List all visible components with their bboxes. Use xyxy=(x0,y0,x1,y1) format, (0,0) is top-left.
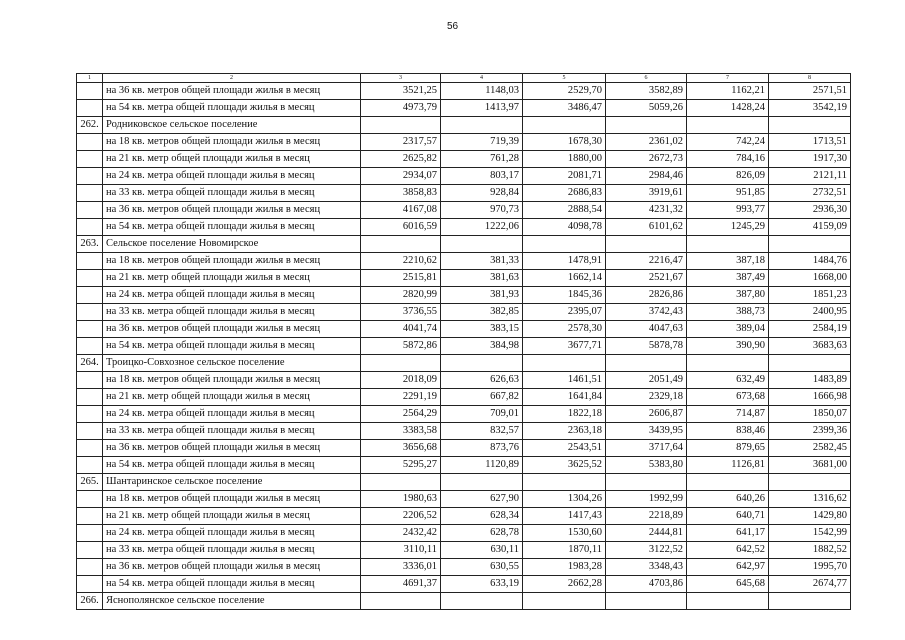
value-cell-col5: 1983,28 xyxy=(523,559,606,576)
value-cell-col5: 1870,11 xyxy=(523,542,606,559)
empty-cell xyxy=(606,474,687,491)
value-cell-col3: 3736,55 xyxy=(361,304,441,321)
section-title: Троицко-Совхозное сельское поселение xyxy=(103,355,361,372)
value-cell-col6: 2329,18 xyxy=(606,389,687,406)
row-label: на 36 кв. метров общей площади жилья в месяц xyxy=(103,83,361,100)
row-label: на 54 кв. метра общей площади жилья в месяц xyxy=(103,100,361,117)
value-cell-col6: 2361,02 xyxy=(606,134,687,151)
empty-cell xyxy=(441,355,523,372)
value-cell-col3: 2291,19 xyxy=(361,389,441,406)
row-index xyxy=(77,525,103,542)
empty-cell xyxy=(769,355,851,372)
value-cell-col3: 2820,99 xyxy=(361,287,441,304)
value-cell-col8: 2674,77 xyxy=(769,576,851,593)
table-row xyxy=(77,542,851,559)
value-cell-col5: 1845,36 xyxy=(523,287,606,304)
value-cell-col4: 1413,97 xyxy=(441,100,523,117)
row-index xyxy=(77,219,103,236)
empty-cell xyxy=(523,236,606,253)
value-cell-col5: 1641,84 xyxy=(523,389,606,406)
empty-cell xyxy=(687,117,769,134)
table-row xyxy=(77,576,851,593)
value-cell-col3: 2206,52 xyxy=(361,508,441,525)
row-index xyxy=(77,304,103,321)
value-cell-col6: 3742,43 xyxy=(606,304,687,321)
row-label: на 36 кв. метров общей площади жилья в месяц xyxy=(103,440,361,457)
value-cell-col5: 1417,43 xyxy=(523,508,606,525)
row-index xyxy=(77,83,103,100)
value-cell-col5: 3625,52 xyxy=(523,457,606,474)
value-cell-col5: 3486,47 xyxy=(523,100,606,117)
value-cell-col7: 1126,81 xyxy=(687,457,769,474)
value-cell-col4: 627,90 xyxy=(441,491,523,508)
value-cell-col5: 1478,91 xyxy=(523,253,606,270)
row-label: на 21 кв. метр общей площади жилья в месяц xyxy=(103,508,361,525)
value-cell-col4: 928,84 xyxy=(441,185,523,202)
row-label: на 18 кв. метров общей площади жилья в месяц xyxy=(103,134,361,151)
value-cell-col8: 1542,99 xyxy=(769,525,851,542)
table-row xyxy=(77,406,851,423)
empty-cell xyxy=(441,474,523,491)
value-cell-col4: 803,17 xyxy=(441,168,523,185)
value-cell-col7: 641,17 xyxy=(687,525,769,542)
value-cell-col6: 2826,86 xyxy=(606,287,687,304)
row-index xyxy=(77,321,103,338)
empty-cell xyxy=(361,355,441,372)
table-row xyxy=(77,338,851,355)
value-cell-col6: 2606,87 xyxy=(606,406,687,423)
empty-cell xyxy=(687,236,769,253)
value-cell-col6: 3582,89 xyxy=(606,83,687,100)
value-cell-col7: 642,52 xyxy=(687,542,769,559)
value-cell-col4: 381,63 xyxy=(441,270,523,287)
value-cell-col8: 1484,76 xyxy=(769,253,851,270)
column-number: 2 xyxy=(103,74,361,83)
value-cell-col3: 2018,09 xyxy=(361,372,441,389)
row-label: на 54 кв. метра общей площади жилья в месяц xyxy=(103,219,361,236)
table-row xyxy=(77,508,851,525)
row-label: на 54 кв. метра общей площади жилья в месяц xyxy=(103,457,361,474)
value-cell-col7: 642,97 xyxy=(687,559,769,576)
value-cell-col8: 3542,19 xyxy=(769,100,851,117)
row-index xyxy=(77,372,103,389)
row-label: на 54 кв. метра общей площади жилья в месяц xyxy=(103,338,361,355)
empty-cell xyxy=(687,355,769,372)
row-label: на 36 кв. метров общей площади жилья в месяц xyxy=(103,321,361,338)
value-cell-col5: 1530,60 xyxy=(523,525,606,542)
value-cell-col8: 2400,95 xyxy=(769,304,851,321)
row-index: 266. xyxy=(77,593,103,610)
empty-cell xyxy=(441,117,523,134)
row-label: на 36 кв. метров общей площади жилья в месяц xyxy=(103,202,361,219)
value-cell-col7: 838,46 xyxy=(687,423,769,440)
empty-cell xyxy=(361,593,441,610)
value-cell-col6: 3717,64 xyxy=(606,440,687,457)
table-row xyxy=(77,168,851,185)
value-cell-col6: 3122,52 xyxy=(606,542,687,559)
value-cell-col3: 2317,57 xyxy=(361,134,441,151)
row-label: на 21 кв. метр общей площади жилья в месяц xyxy=(103,151,361,168)
value-cell-col8: 1316,62 xyxy=(769,491,851,508)
value-cell-col8: 1666,98 xyxy=(769,389,851,406)
empty-cell xyxy=(769,236,851,253)
value-cell-col3: 3521,25 xyxy=(361,83,441,100)
row-label: на 33 кв. метра общей площади жилья в месяц xyxy=(103,423,361,440)
value-cell-col8: 1483,89 xyxy=(769,372,851,389)
value-cell-col4: 382,85 xyxy=(441,304,523,321)
value-cell-col7: 640,26 xyxy=(687,491,769,508)
section-title: Родниковское сельское поселение xyxy=(103,117,361,134)
section-row xyxy=(77,236,851,253)
column-number: 3 xyxy=(361,74,441,83)
value-cell-col7: 387,49 xyxy=(687,270,769,287)
value-cell-col8: 1713,51 xyxy=(769,134,851,151)
value-cell-col4: 709,01 xyxy=(441,406,523,423)
table-row xyxy=(77,151,851,168)
value-cell-col5: 2578,30 xyxy=(523,321,606,338)
table-body xyxy=(77,74,851,610)
empty-cell xyxy=(769,593,851,610)
column-number: 5 xyxy=(523,74,606,83)
empty-cell xyxy=(606,117,687,134)
empty-cell xyxy=(606,236,687,253)
row-index xyxy=(77,457,103,474)
row-index xyxy=(77,508,103,525)
column-number: 7 xyxy=(687,74,769,83)
value-cell-col7: 784,16 xyxy=(687,151,769,168)
value-cell-col3: 4167,08 xyxy=(361,202,441,219)
value-cell-col8: 1850,07 xyxy=(769,406,851,423)
row-index xyxy=(77,576,103,593)
row-label: на 21 кв. метр общей площади жилья в месяц xyxy=(103,270,361,287)
value-cell-col8: 2584,19 xyxy=(769,321,851,338)
value-cell-col7: 1162,21 xyxy=(687,83,769,100)
empty-cell xyxy=(606,593,687,610)
value-cell-col4: 970,73 xyxy=(441,202,523,219)
value-cell-col3: 3656,68 xyxy=(361,440,441,457)
value-cell-col6: 4047,63 xyxy=(606,321,687,338)
value-cell-col5: 1678,30 xyxy=(523,134,606,151)
row-label: на 24 кв. метра общей площади жилья в месяц xyxy=(103,287,361,304)
value-cell-col3: 4973,79 xyxy=(361,100,441,117)
row-index xyxy=(77,406,103,423)
value-cell-col3: 5295,27 xyxy=(361,457,441,474)
value-cell-col8: 2399,36 xyxy=(769,423,851,440)
value-cell-col6: 5059,26 xyxy=(606,100,687,117)
value-cell-col7: 1428,24 xyxy=(687,100,769,117)
row-index: 265. xyxy=(77,474,103,491)
value-cell-col6: 2672,73 xyxy=(606,151,687,168)
table-row xyxy=(77,423,851,440)
table-row xyxy=(77,287,851,304)
row-label: на 18 кв. метров общей площади жилья в месяц xyxy=(103,372,361,389)
table-row xyxy=(77,440,851,457)
empty-cell xyxy=(523,593,606,610)
page-number: 56 xyxy=(446,21,459,32)
section-row xyxy=(77,355,851,372)
value-cell-col6: 2216,47 xyxy=(606,253,687,270)
value-cell-col7: 645,68 xyxy=(687,576,769,593)
value-cell-col3: 3858,83 xyxy=(361,185,441,202)
value-cell-col7: 826,09 xyxy=(687,168,769,185)
value-cell-col7: 951,85 xyxy=(687,185,769,202)
value-cell-col7: 390,90 xyxy=(687,338,769,355)
empty-cell xyxy=(769,474,851,491)
value-cell-col6: 3919,61 xyxy=(606,185,687,202)
value-cell-col5: 1880,00 xyxy=(523,151,606,168)
column-number: 6 xyxy=(606,74,687,83)
row-index xyxy=(77,423,103,440)
value-cell-col5: 1662,14 xyxy=(523,270,606,287)
value-cell-col4: 381,33 xyxy=(441,253,523,270)
value-cell-col3: 2210,62 xyxy=(361,253,441,270)
value-cell-col4: 873,76 xyxy=(441,440,523,457)
value-cell-col5: 1304,26 xyxy=(523,491,606,508)
value-cell-col7: 387,80 xyxy=(687,287,769,304)
table-row xyxy=(77,457,851,474)
row-label: на 18 кв. метров общей площади жилья в месяц xyxy=(103,253,361,270)
row-index xyxy=(77,389,103,406)
table-row xyxy=(77,219,851,236)
value-cell-col4: 628,34 xyxy=(441,508,523,525)
value-cell-col8: 2571,51 xyxy=(769,83,851,100)
row-label: на 24 кв. метра общей площади жилья в месяц xyxy=(103,406,361,423)
value-cell-col5: 2081,71 xyxy=(523,168,606,185)
row-index: 262. xyxy=(77,117,103,134)
table-row xyxy=(77,100,851,117)
row-index xyxy=(77,151,103,168)
row-index xyxy=(77,202,103,219)
empty-cell xyxy=(361,117,441,134)
value-cell-col8: 1429,80 xyxy=(769,508,851,525)
table-row xyxy=(77,491,851,508)
column-number-row xyxy=(77,74,851,83)
value-cell-col6: 6101,62 xyxy=(606,219,687,236)
value-cell-col6: 4703,86 xyxy=(606,576,687,593)
value-cell-col4: 1120,89 xyxy=(441,457,523,474)
value-cell-col6: 3348,43 xyxy=(606,559,687,576)
empty-cell xyxy=(769,117,851,134)
tariff-table xyxy=(76,73,851,610)
value-cell-col8: 1882,52 xyxy=(769,542,851,559)
table-row xyxy=(77,559,851,576)
column-number: 8 xyxy=(769,74,851,83)
table-row xyxy=(77,270,851,287)
value-cell-col4: 633,19 xyxy=(441,576,523,593)
section-row xyxy=(77,593,851,610)
value-cell-col3: 2934,07 xyxy=(361,168,441,185)
value-cell-col4: 832,57 xyxy=(441,423,523,440)
value-cell-col5: 2888,54 xyxy=(523,202,606,219)
table-row xyxy=(77,389,851,406)
value-cell-col4: 719,39 xyxy=(441,134,523,151)
value-cell-col7: 632,49 xyxy=(687,372,769,389)
value-cell-col3: 2432,42 xyxy=(361,525,441,542)
value-cell-col7: 742,24 xyxy=(687,134,769,151)
row-index xyxy=(77,168,103,185)
empty-cell xyxy=(441,236,523,253)
column-number: 1 xyxy=(77,74,103,83)
row-label: на 36 кв. метров общей площади жилья в месяц xyxy=(103,559,361,576)
row-index xyxy=(77,287,103,304)
value-cell-col6: 3439,95 xyxy=(606,423,687,440)
value-cell-col5: 2686,83 xyxy=(523,185,606,202)
value-cell-col6: 2444,81 xyxy=(606,525,687,542)
table-row xyxy=(77,304,851,321)
row-label: на 33 кв. метра общей площади жилья в месяц xyxy=(103,304,361,321)
table-row xyxy=(77,83,851,100)
row-index xyxy=(77,542,103,559)
value-cell-col8: 3683,63 xyxy=(769,338,851,355)
value-cell-col8: 3681,00 xyxy=(769,457,851,474)
value-cell-col3: 5872,86 xyxy=(361,338,441,355)
row-index xyxy=(77,491,103,508)
value-cell-col6: 1992,99 xyxy=(606,491,687,508)
value-cell-col3: 2515,81 xyxy=(361,270,441,287)
value-cell-col4: 626,63 xyxy=(441,372,523,389)
value-cell-col7: 879,65 xyxy=(687,440,769,457)
value-cell-col8: 2732,51 xyxy=(769,185,851,202)
value-cell-col7: 389,04 xyxy=(687,321,769,338)
table-row xyxy=(77,253,851,270)
empty-cell xyxy=(523,474,606,491)
value-cell-col4: 1148,03 xyxy=(441,83,523,100)
value-cell-col6: 5878,78 xyxy=(606,338,687,355)
row-label: на 33 кв. метра общей площади жилья в месяц xyxy=(103,542,361,559)
row-index xyxy=(77,559,103,576)
value-cell-col4: 761,28 xyxy=(441,151,523,168)
table-row xyxy=(77,134,851,151)
value-cell-col3: 4691,37 xyxy=(361,576,441,593)
value-cell-col3: 2625,82 xyxy=(361,151,441,168)
value-cell-col5: 4098,78 xyxy=(523,219,606,236)
value-cell-col3: 1980,63 xyxy=(361,491,441,508)
column-number: 4 xyxy=(441,74,523,83)
value-cell-col8: 2582,45 xyxy=(769,440,851,457)
value-cell-col8: 1917,30 xyxy=(769,151,851,168)
value-cell-col7: 1245,29 xyxy=(687,219,769,236)
value-cell-col8: 1851,23 xyxy=(769,287,851,304)
value-cell-col3: 3383,58 xyxy=(361,423,441,440)
table-row xyxy=(77,321,851,338)
value-cell-col4: 667,82 xyxy=(441,389,523,406)
row-index xyxy=(77,185,103,202)
value-cell-col6: 2051,49 xyxy=(606,372,687,389)
empty-cell xyxy=(687,474,769,491)
row-label: на 24 кв. метра общей площади жилья в месяц xyxy=(103,525,361,542)
row-label: на 21 кв. метр общей площади жилья в месяц xyxy=(103,389,361,406)
value-cell-col6: 2521,67 xyxy=(606,270,687,287)
empty-cell xyxy=(441,593,523,610)
value-cell-col7: 714,87 xyxy=(687,406,769,423)
section-title: Яснополянское сельское поселение xyxy=(103,593,361,610)
section-row xyxy=(77,117,851,134)
empty-cell xyxy=(523,355,606,372)
table-row xyxy=(77,372,851,389)
value-cell-col4: 381,93 xyxy=(441,287,523,304)
value-cell-col5: 2662,28 xyxy=(523,576,606,593)
row-label: на 24 кв. метра общей площади жилья в месяц xyxy=(103,168,361,185)
row-index xyxy=(77,338,103,355)
value-cell-col5: 3677,71 xyxy=(523,338,606,355)
value-cell-col5: 2363,18 xyxy=(523,423,606,440)
value-cell-col5: 2529,70 xyxy=(523,83,606,100)
value-cell-col4: 630,55 xyxy=(441,559,523,576)
empty-cell xyxy=(361,236,441,253)
row-label: на 54 кв. метра общей площади жилья в месяц xyxy=(103,576,361,593)
value-cell-col7: 388,73 xyxy=(687,304,769,321)
row-index xyxy=(77,100,103,117)
value-cell-col8: 2121,11 xyxy=(769,168,851,185)
section-title: Шантаринское сельское поселение xyxy=(103,474,361,491)
value-cell-col4: 630,11 xyxy=(441,542,523,559)
value-cell-col5: 1461,51 xyxy=(523,372,606,389)
value-cell-col8: 2936,30 xyxy=(769,202,851,219)
value-cell-col4: 1222,06 xyxy=(441,219,523,236)
value-cell-col4: 628,78 xyxy=(441,525,523,542)
section-title: Сельское поселение Новомирское xyxy=(103,236,361,253)
value-cell-col3: 2564,29 xyxy=(361,406,441,423)
value-cell-col5: 2543,51 xyxy=(523,440,606,457)
value-cell-col6: 2218,89 xyxy=(606,508,687,525)
value-cell-col5: 2395,07 xyxy=(523,304,606,321)
value-cell-col3: 4041,74 xyxy=(361,321,441,338)
value-cell-col4: 384,98 xyxy=(441,338,523,355)
value-cell-col8: 4159,09 xyxy=(769,219,851,236)
value-cell-col5: 1822,18 xyxy=(523,406,606,423)
row-index: 264. xyxy=(77,355,103,372)
value-cell-col6: 2984,46 xyxy=(606,168,687,185)
value-cell-col3: 3110,11 xyxy=(361,542,441,559)
row-label: на 33 кв. метра общей площади жилья в месяц xyxy=(103,185,361,202)
value-cell-col3: 3336,01 xyxy=(361,559,441,576)
table-row xyxy=(77,525,851,542)
value-cell-col3: 6016,59 xyxy=(361,219,441,236)
row-index xyxy=(77,134,103,151)
section-row xyxy=(77,474,851,491)
value-cell-col8: 1668,00 xyxy=(769,270,851,287)
row-index xyxy=(77,270,103,287)
empty-cell xyxy=(361,474,441,491)
empty-cell xyxy=(606,355,687,372)
row-index xyxy=(77,253,103,270)
value-cell-col6: 4231,32 xyxy=(606,202,687,219)
value-cell-col7: 993,77 xyxy=(687,202,769,219)
value-cell-col4: 383,15 xyxy=(441,321,523,338)
empty-cell xyxy=(523,117,606,134)
row-index: 263. xyxy=(77,236,103,253)
value-cell-col6: 5383,80 xyxy=(606,457,687,474)
table-row xyxy=(77,202,851,219)
row-label: на 18 кв. метров общей площади жилья в месяц xyxy=(103,491,361,508)
value-cell-col7: 387,18 xyxy=(687,253,769,270)
value-cell-col7: 640,71 xyxy=(687,508,769,525)
empty-cell xyxy=(687,593,769,610)
value-cell-col8: 1995,70 xyxy=(769,559,851,576)
value-cell-col7: 673,68 xyxy=(687,389,769,406)
table-row xyxy=(77,185,851,202)
row-index xyxy=(77,440,103,457)
